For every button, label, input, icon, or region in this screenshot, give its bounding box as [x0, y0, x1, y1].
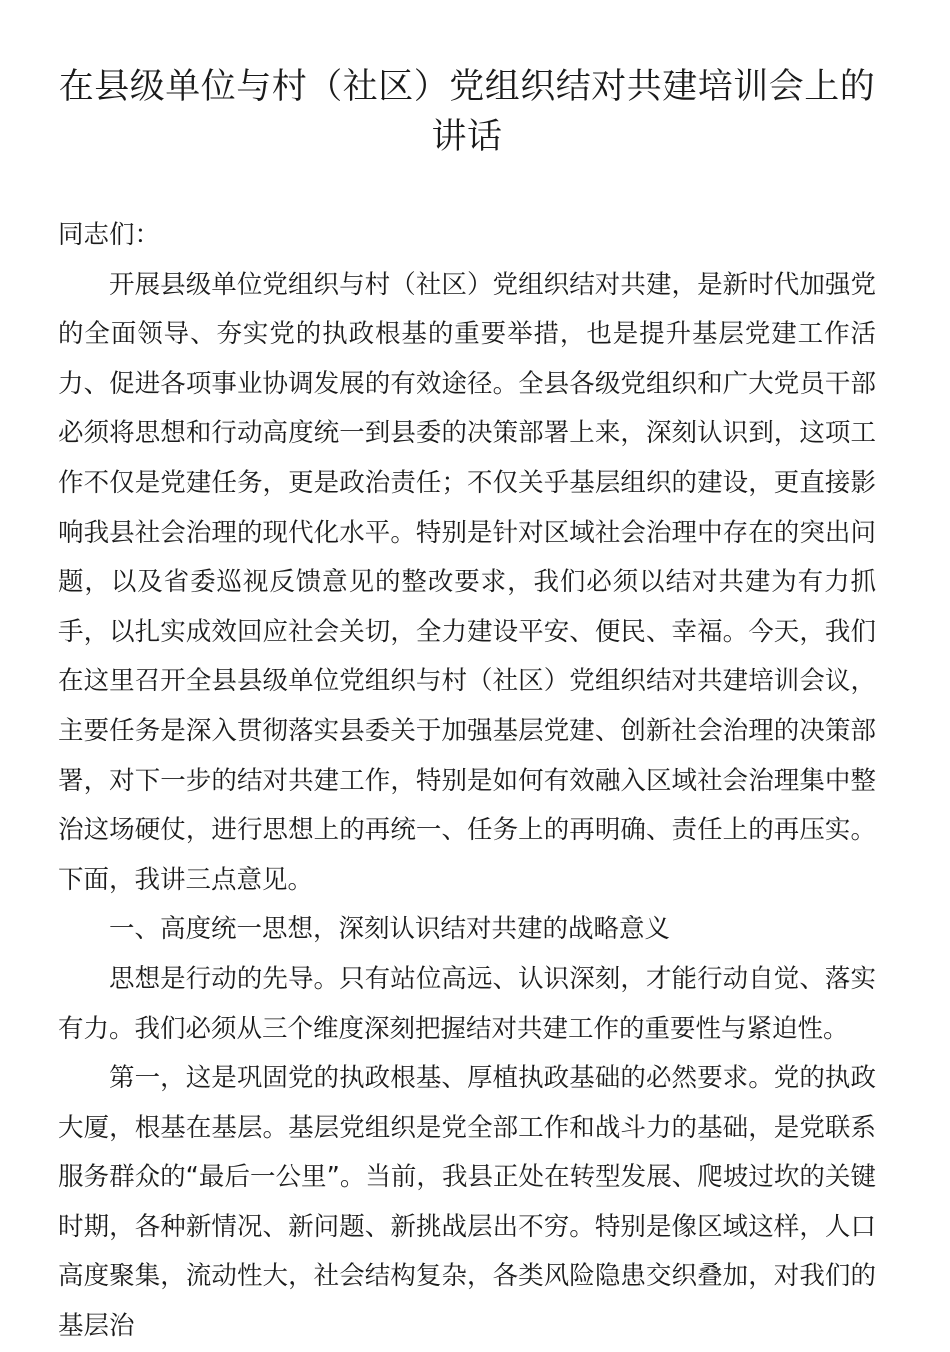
body-paragraph: 思想是行动的先导。只有站位高远、认识深刻，才能行动自觉、落实有力。我们必须从三个维度深刻把握结对共建工作的重要性与紧迫性。 [58, 963, 876, 1044]
body-paragraph: 第一，这是巩固党的执政根基、厚植执政基础的必然要求。党的执政大厦，根基在基层。基层党组织是党全部工作和战斗力的基础，是党联系服务群众的“最后一公里”。当前，我县正处在转型发展、爬坡过坎的关键时期，各种新情况、新问题、新挑战层出不穷。特别是像区域这样，人口高度聚集，流动性大，社会结构复杂，各类风险隐患交织叠加，对我们的基层治 [58, 1063, 876, 1342]
body-paragraph: 开展县级单位党组织与村（社区）党组织结对共建，是新时代加强党的全面领导、夯实党的执政根基的重要举措，也是提升基层党建工作活力、促进各项事业协调发展的有效途径。全县各级党组织和广大党员干部必须将思想和行动高度统一到县委的决策部署上来，深刻认识到，这项工作不仅是党建任务，更是政治责任；不仅关乎基层组织的建设，更直接影响我县社会治理的现代化水平。特别是针对区域社会治理中存在的突出问题，以及省委巡视反馈意见的整改要求，我们必须以结对共建为有力抓手，以扎实成效回应社会关切，全力建设平安、便民、幸福。今天，我们在这里召开全县县级单位党组织与村（社区）党组织结对共建培训会议，主要任务是深入贯彻落实县委关于加强基层党建、创新社会治理的决策部署，对下一步的结对共建工作，特别是如何有效融入区域社会治理集中整治这场硬仗，进行思想上的再统一、任务上的再明确、责任上的再压实。下面，我讲三点意见。 [58, 269, 876, 895]
section-heading: 一、高度统一思想，深刻认识结对共建的战略意义 [109, 914, 671, 945]
salutation: 同志们： [58, 220, 161, 250]
document-title: 在县级单位与村（社区）党组织结对共建培训会上的讲话 [58, 67, 876, 157]
document-body [58, 211, 876, 1352]
